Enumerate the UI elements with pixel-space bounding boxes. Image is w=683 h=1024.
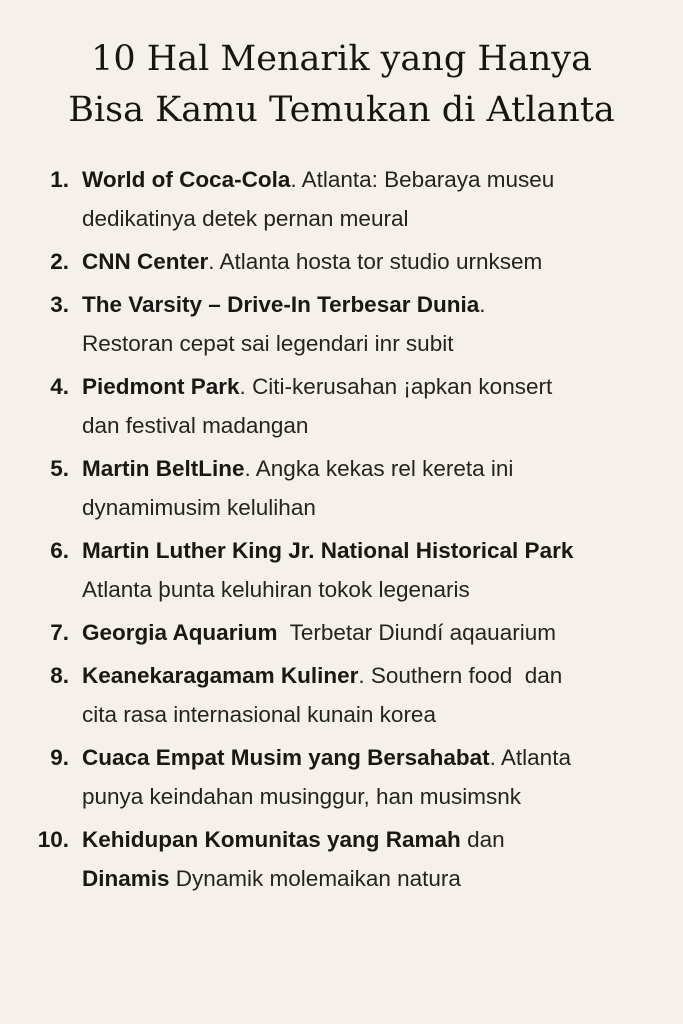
item-number: 1.	[50, 167, 69, 192]
item-number: 6.	[50, 538, 69, 563]
list-item	[0, 242, 683, 281]
attractions-list	[0, 160, 683, 902]
item-heading: Georgia Aquarium	[82, 620, 278, 645]
item-heading: Cuaca Empat Musim yang Bersahabat	[82, 745, 490, 770]
item-text: Atlanta hosta tor studio urnksem	[219, 249, 543, 274]
list-item	[0, 738, 683, 816]
item-separator: .	[290, 167, 302, 192]
item-heading: CNN Center	[82, 249, 209, 274]
item-text: Atlanta: Bebaraya museu	[301, 167, 555, 192]
item-text: Atlanta	[500, 745, 571, 770]
item-text-continued: dedikatinya detek pernan meural	[82, 206, 409, 231]
list-item	[0, 285, 683, 363]
item-separator: .	[244, 456, 256, 481]
item-number: 5.	[50, 456, 69, 481]
item-separator	[277, 620, 289, 645]
item-number: 2.	[50, 249, 69, 274]
item-text-continued: Dynamik molemaikan natura	[169, 866, 461, 891]
list-item	[0, 613, 683, 652]
item-text-continued: Restoran cepәt sai legendari inr subit	[82, 331, 454, 356]
item-number: 10.	[37, 827, 69, 852]
list-item	[0, 449, 683, 527]
list-item	[0, 160, 683, 238]
item-text: Angka kekas rel kereta ini	[255, 456, 514, 481]
item-heading: The Varsity – Drive-In Terbesar Dunia	[82, 292, 480, 317]
item-separator: .	[479, 292, 486, 317]
item-heading: Martin BeltLine	[82, 456, 245, 481]
item-separator: .	[239, 374, 253, 399]
list-item	[0, 531, 683, 609]
item-number: 8.	[50, 663, 69, 688]
item-number: 7.	[50, 620, 69, 645]
item-text: Citi-kerusahan ¡apkan konsert	[252, 374, 553, 399]
item-number: 9.	[50, 745, 69, 770]
item-text-continued: dynamimusim kelulihan	[82, 495, 316, 520]
title-line-2: Bisa Kamu Temukan di Atlanta	[68, 90, 615, 130]
item-number: 3.	[50, 292, 69, 317]
item-separator: .	[208, 249, 220, 274]
list-item	[0, 820, 683, 898]
item-text: Terbetar Diundí aqauarium	[289, 620, 556, 645]
item-number: 4.	[50, 374, 69, 399]
item-text-continued: cita rasa internasional kunain korea	[82, 702, 436, 727]
item-text-continued: punya keindahan musinggur, han musimsnk	[82, 784, 522, 809]
item-heading: Keanekaragamam Kuliner	[82, 663, 359, 688]
title-line-1: 10 Hal Menarik yang Hanya	[91, 39, 592, 79]
list-item	[0, 656, 683, 734]
item-heading: Martin Luther King Jr. National Historical Park	[82, 538, 574, 563]
item-text: dan	[467, 827, 505, 852]
list-item	[0, 367, 683, 445]
item-text-continued: Atlanta þunta keluhiran tokok legenaris	[82, 577, 470, 602]
item-heading: Kehidupan Komunitas yang Ramah	[82, 827, 461, 852]
item-separator: .	[358, 663, 371, 688]
item-heading: Piedmont Park	[82, 374, 240, 399]
page-title	[0, 34, 683, 136]
item-text: Southern food dan	[370, 663, 563, 688]
item-separator: .	[489, 745, 501, 770]
item-text-continued: dan festival madangan	[82, 413, 309, 438]
item-heading-continued: Dinamis	[82, 866, 170, 891]
item-heading: World of Coca-Cola	[82, 167, 291, 192]
